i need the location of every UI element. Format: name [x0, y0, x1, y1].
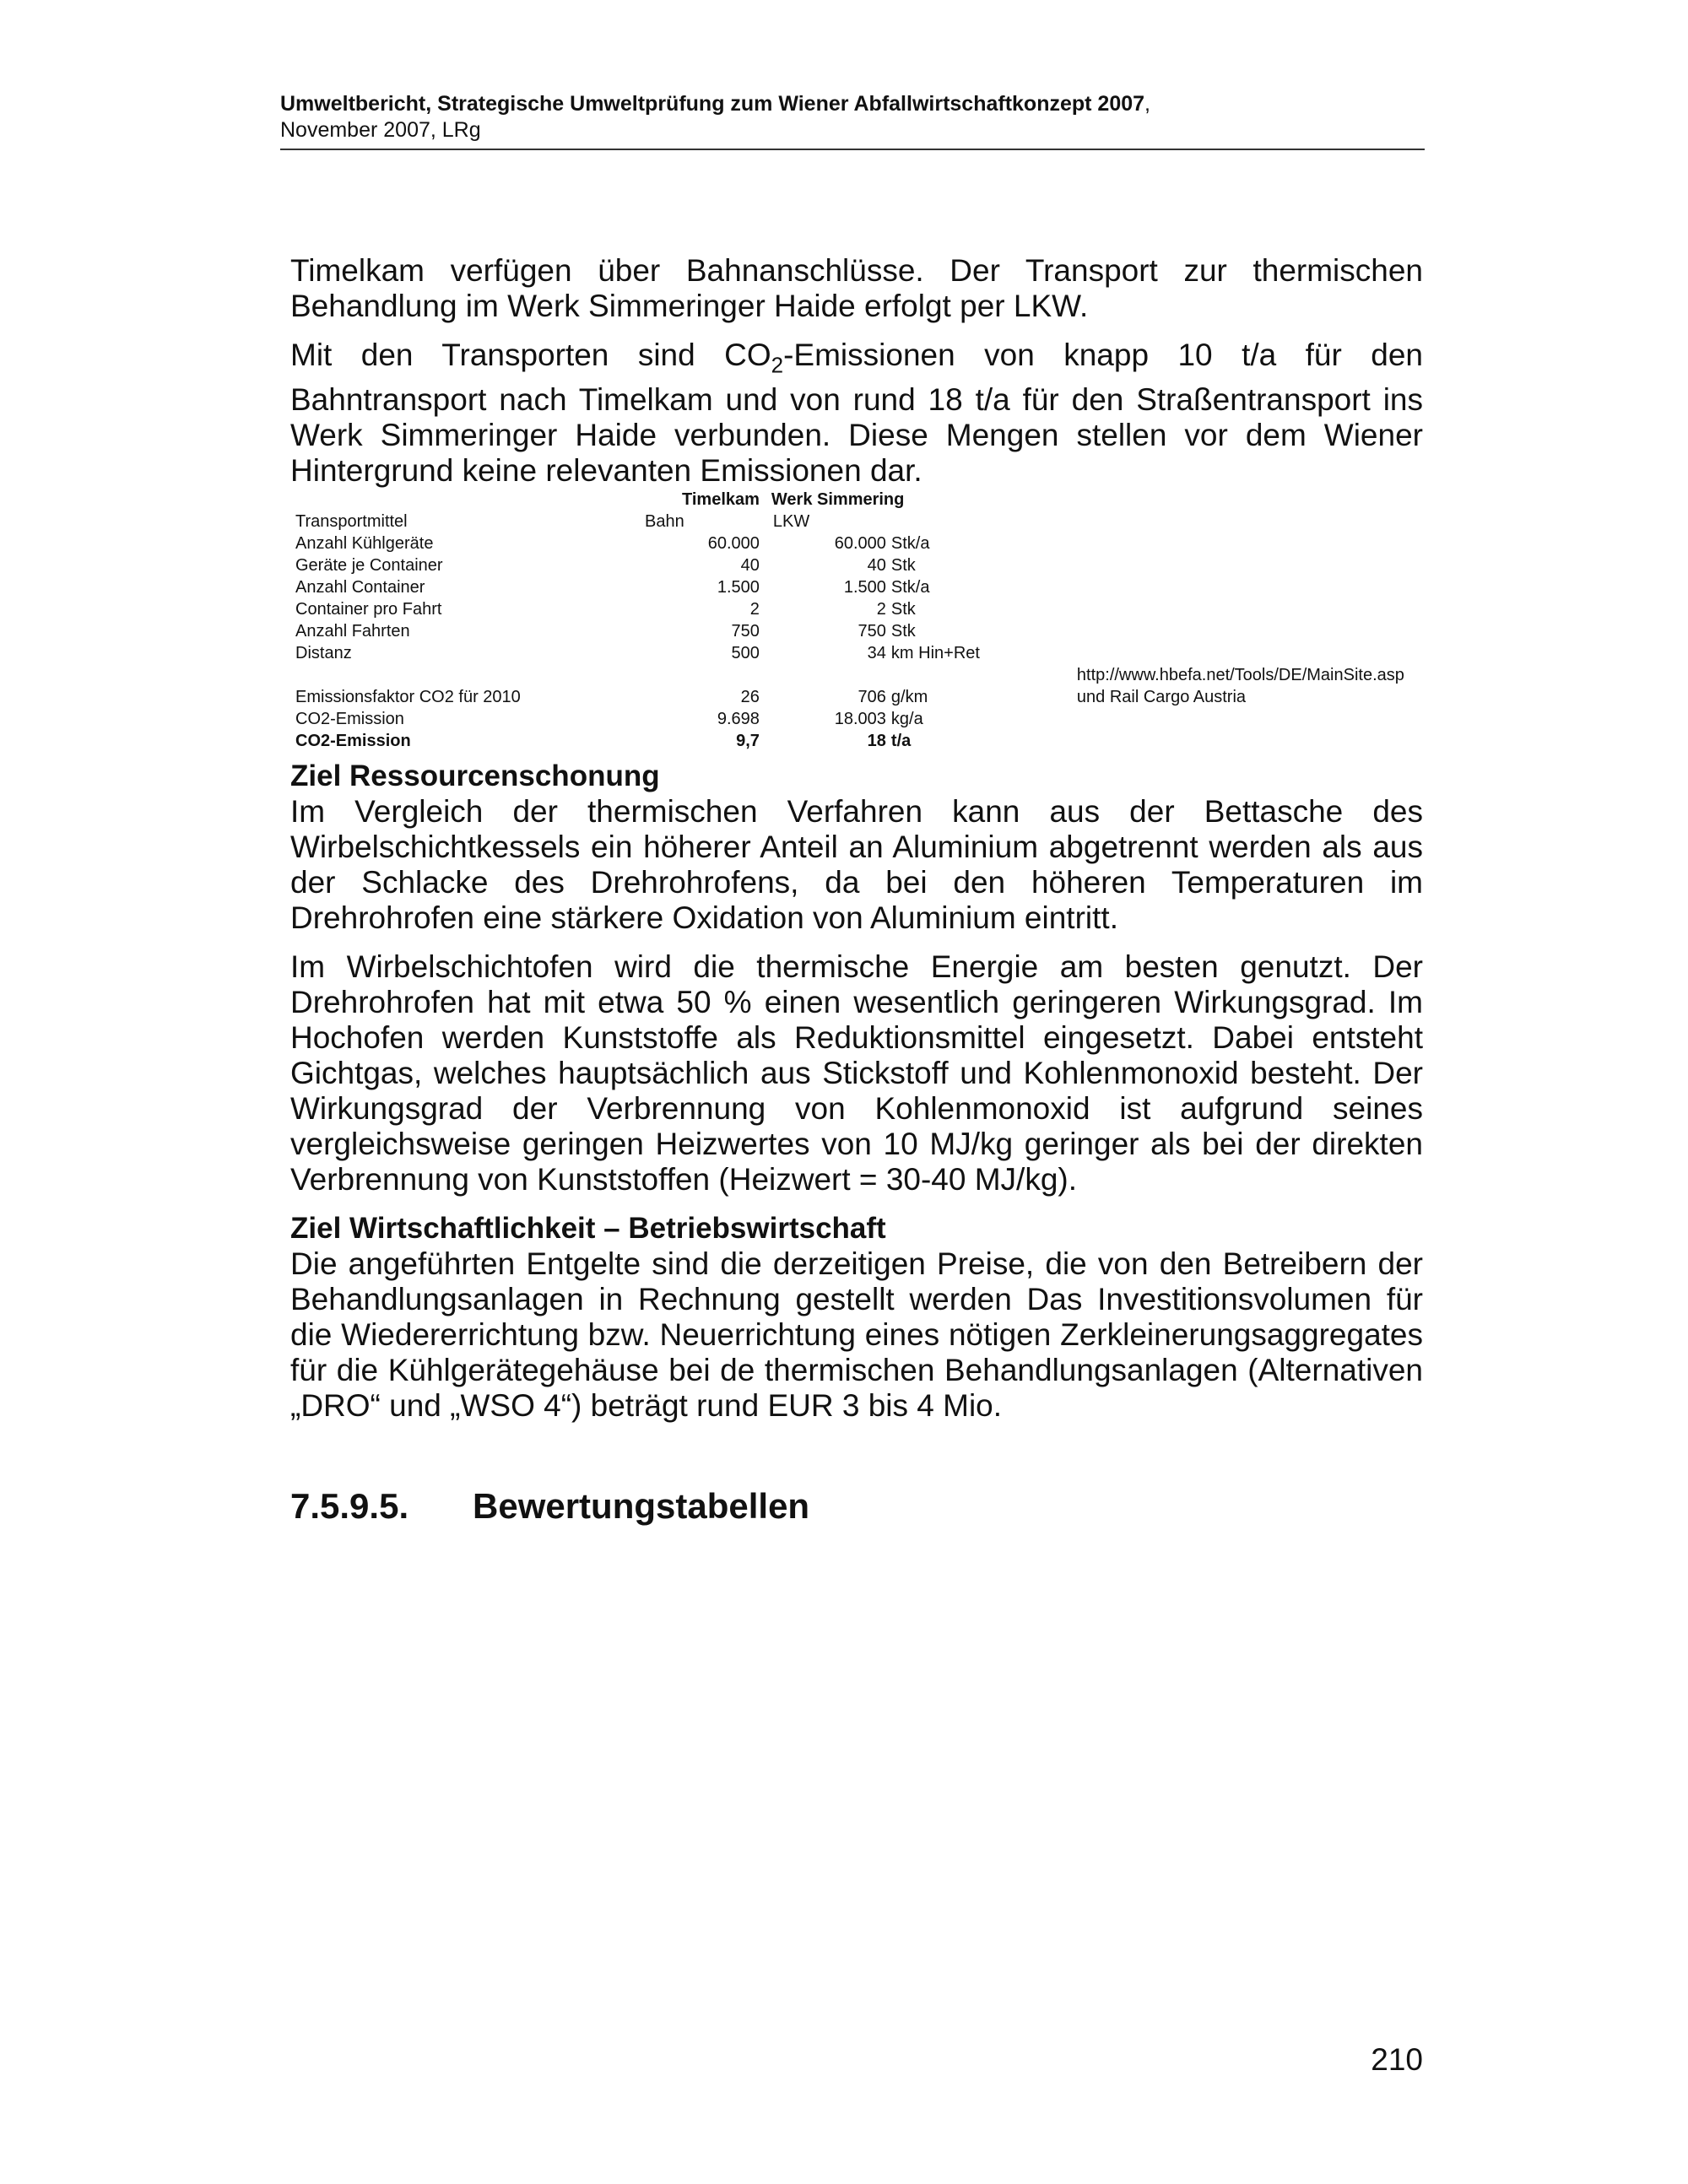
section-title: Bewertungstabellen — [473, 1486, 810, 1526]
row-label: Distanz — [295, 644, 352, 663]
header-title: Umweltbericht, Strategische Umweltprüfung zum Wiener Abfallwirtschaftkonzept 2007 — [280, 92, 1145, 116]
row-label: Anzahl Kühlgeräte — [295, 534, 434, 554]
page-content — [290, 253, 1423, 1437]
page-number: 210 — [1371, 2042, 1423, 2077]
cell-timelkam: 2 — [749, 600, 760, 619]
cell-unit: t/a — [890, 732, 912, 751]
row-label: Geräte je Container — [295, 556, 443, 576]
cell-werk-simmering: 706 — [858, 688, 886, 707]
table-row — [290, 642, 1404, 664]
cell-unit: Stk — [890, 622, 916, 641]
row-label: CO2-Emission — [295, 732, 411, 751]
heading-wirtschaftlichkeit: Ziel Wirtschaftlichkeit – Betriebswirtschaft — [290, 1212, 886, 1246]
paragraph-ressourcen-1: Im Vergleich der thermischen Verfahren kann aus der Bettasche des Wirbelschichtkessels ein höherer Anteil an Aluminium abgetrennt werden als aus der Schlacke des Drehrohrofens, da bei den höheren Temperaturen im Drehrohrofen eine stärkere Oxidation von Aluminium eintritt. — [290, 794, 1423, 936]
section-number: 7.5.9.5. — [290, 1486, 409, 1526]
source-note-url: http://www.hbefa.net/Tools/DE/MainSite.asp — [1076, 666, 1404, 685]
paragraph-emissions-end: -Emissionen von knapp 10 t/a für den Bahntransport nach Timelkam und von rund 18 t/a für den Straßentransport ins Werk Simmeringer Haide verbunden. Diese Mengen stellen vor dem Wiener Hintergrund keine relevanten Emissionen dar. — [290, 338, 1423, 489]
cell-werk-simmering: LKW — [772, 512, 810, 532]
row-label: CO2-Emission — [295, 710, 404, 729]
cell-werk-simmering: 40 — [867, 556, 886, 576]
cell-timelkam: 9,7 — [736, 732, 760, 751]
row-label: Anzahl Fahrten — [295, 622, 410, 641]
col-header-timelkam: Timelkam — [682, 490, 760, 510]
row-label: Anzahl Container — [295, 578, 425, 597]
cell-unit: Stk/a — [890, 578, 930, 597]
cell-timelkam: 500 — [731, 644, 760, 663]
col-header-werk-simmering: Werk Simmering — [771, 490, 905, 510]
paragraph-wirtschaft: Die angeführten Entgelte sind die derzeitigen Preise, die von den Betreibern der Behandlungsanlagen in Rechnung gestellt werden Das Investitionsvolumen für die Wiedererrichtung bzw. Neuerrichtung eines nötigen Zerkleinerungsaggregates für die Kühlgerätegehäuse bei de thermischen Behandlungsanlagen (Alternativen „DRO“ und „WSO 4“) beträgt rund EUR 3 bis 4 Mio. — [290, 1246, 1423, 1424]
cell-werk-simmering: 1.500 — [843, 578, 886, 597]
cell-werk-simmering: 2 — [876, 600, 886, 619]
row-label: Container pro Fahrt — [295, 600, 442, 619]
transport-emission-table — [290, 489, 1404, 752]
cell-unit: kg/a — [890, 710, 923, 729]
cell-timelkam: 26 — [740, 688, 760, 707]
cell-werk-simmering: 18.003 — [834, 710, 886, 729]
paragraph-emissions-start: Mit den Transporten sind CO — [290, 338, 771, 372]
table-row — [290, 511, 1404, 532]
source-note-provider: und Rail Cargo Austria — [1076, 688, 1247, 707]
cell-unit: g/km — [890, 688, 928, 707]
table-header-row — [290, 489, 1404, 511]
paragraph-emissions — [290, 338, 1423, 489]
paragraph-ressourcen-2: Im Wirbelschichtofen wird die thermische Energie am besten genutzt. Der Drehrohrofen hat mit etwa 50 % einen wesentlich geringeren Wirkungsgrad. Im Hochofen werden Kunststoffe als Reduktionsmittel eingesetzt. Dabei entsteht Gichtgas, welches hauptsächlich aus Stickstoff und Kohlenmonoxid besteht. Der Wirkungsgrad der Verbrennung von Kohlenmonoxid ist aufgrund seines vergleichsweise geringen Heizwertes von 10 MJ/kg geringer als bei der direkten Verbrennung von Kunststoffen (Heizwert = 30-40 MJ/kg). — [290, 949, 1423, 1197]
header-title-comma: , — [1144, 92, 1150, 116]
table-row — [290, 598, 1404, 620]
cell-werk-simmering: 60.000 — [834, 534, 886, 554]
cell-timelkam: 1.500 — [717, 578, 760, 597]
section-heading — [290, 1485, 809, 1527]
table-row — [290, 708, 1404, 730]
row-label: Transportmittel — [295, 512, 408, 532]
cell-timelkam: 40 — [740, 556, 760, 576]
table-row — [290, 532, 1404, 554]
cell-timelkam: Bahn — [645, 512, 684, 532]
cell-werk-simmering: 34 — [867, 644, 886, 663]
cell-unit — [886, 511, 1077, 532]
header-title-line — [280, 91, 1425, 117]
table-row-total — [290, 730, 1404, 752]
table-spacer-row — [290, 664, 1404, 686]
cell-werk-simmering: 18 — [867, 732, 886, 751]
table-row — [290, 554, 1404, 576]
cell-timelkam: 750 — [731, 622, 760, 641]
cell-unit: km Hin+Ret — [890, 644, 980, 663]
table-row — [290, 576, 1404, 598]
cell-unit: Stk — [890, 556, 916, 576]
page-header — [280, 91, 1425, 150]
heading-ressourcenschonung: Ziel Ressourcenschonung — [290, 760, 660, 793]
table-row — [290, 620, 1404, 642]
cell-werk-simmering: 750 — [858, 622, 886, 641]
paragraph-transport: Timelkam verfügen über Bahnanschlüsse. Der Transport zur thermischen Behandlung im Werk Simmeringer Haide erfolgt per LKW. — [290, 253, 1423, 323]
cell-unit: Stk/a — [890, 534, 930, 554]
header-subtitle: November 2007, LRg — [280, 118, 481, 142]
row-label: Emissionsfaktor CO2 für 2010 — [295, 688, 521, 707]
cell-timelkam: 9.698 — [717, 710, 760, 729]
table-row — [290, 686, 1404, 708]
cell-timelkam: 60.000 — [707, 534, 760, 554]
co2-subscript: 2 — [771, 352, 784, 378]
cell-unit: Stk — [890, 600, 916, 619]
